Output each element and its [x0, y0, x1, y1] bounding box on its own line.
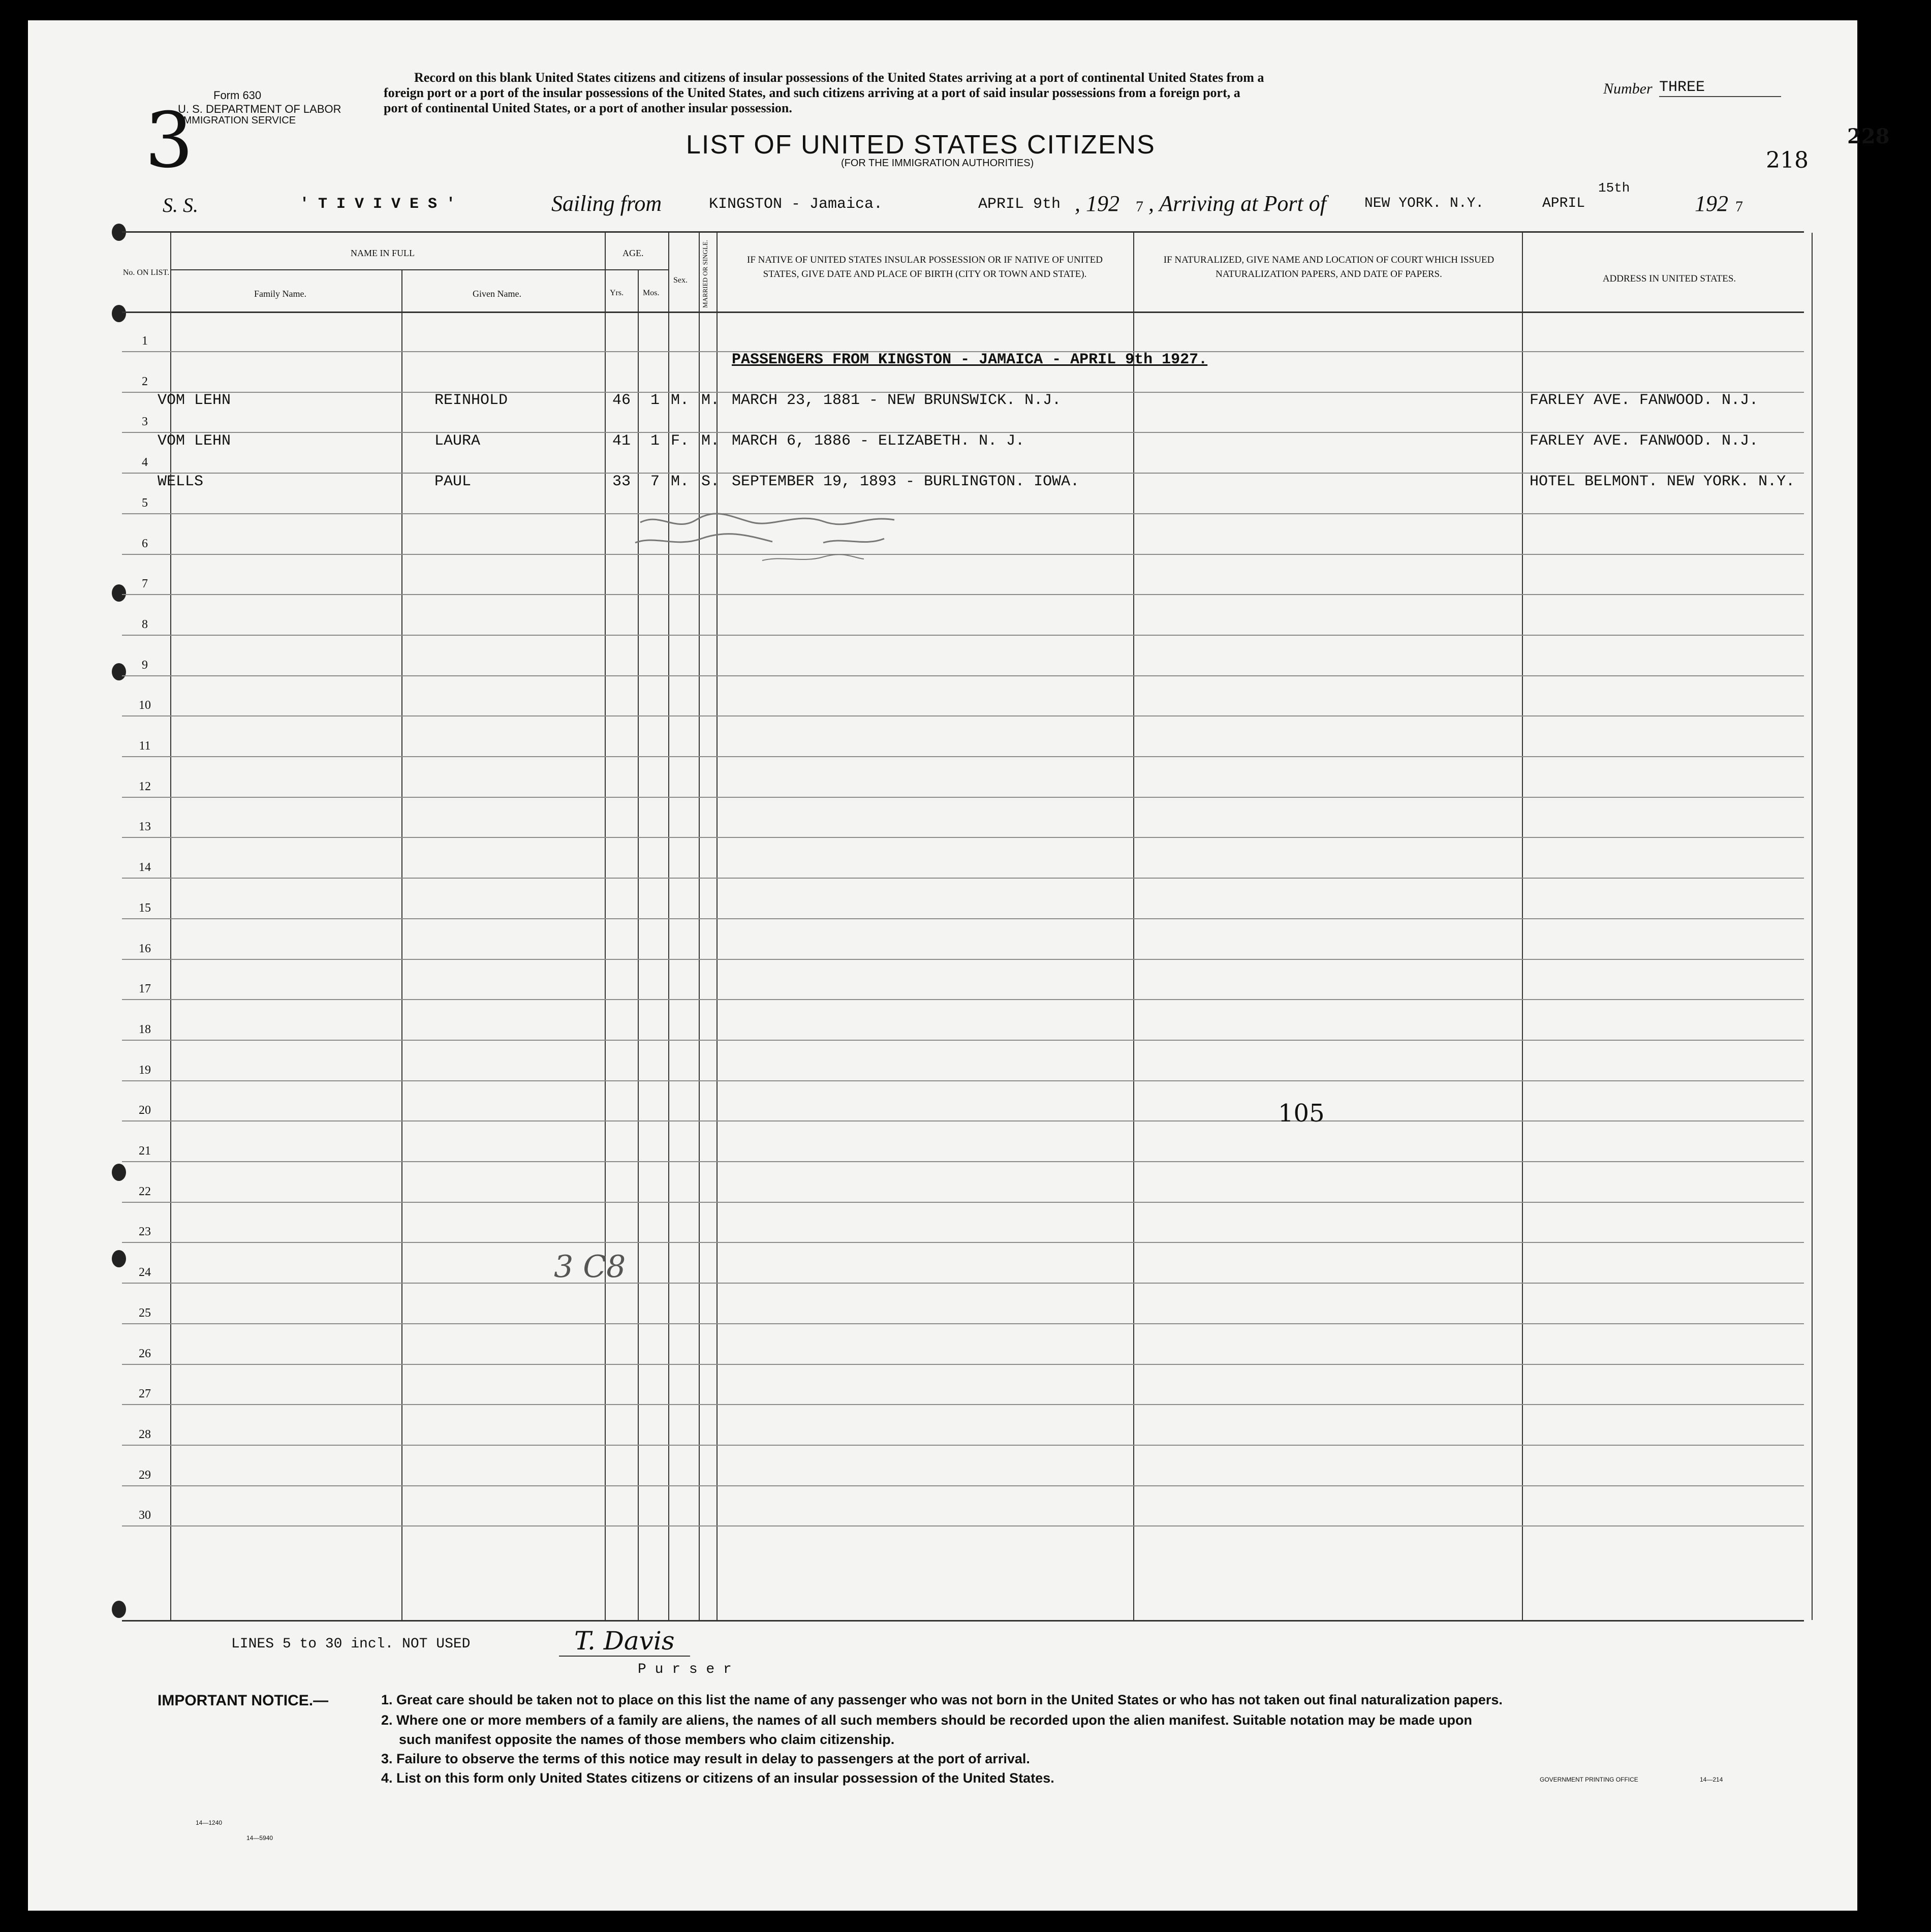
- col-no-on-list: No. ON LIST.: [122, 268, 170, 277]
- line-number: 26: [139, 1347, 151, 1360]
- address: FARLEY AVE. FANWOOD. N.J.: [1530, 392, 1759, 409]
- sailing-date: APRIL 9th: [978, 196, 1061, 213]
- row-divider: [122, 756, 1804, 757]
- age-months: 1: [650, 432, 660, 450]
- line-number: 8: [142, 617, 148, 631]
- row-divider: [122, 1283, 1804, 1284]
- arriving-label: , Arriving at Port of: [1148, 191, 1326, 216]
- row-divider: [122, 1364, 1804, 1365]
- header-divider: [122, 311, 1804, 313]
- given-name: REINHOLD: [434, 392, 508, 409]
- row-divider: [122, 797, 1804, 798]
- ship-name: ' T I V I V E S ': [300, 196, 456, 213]
- line-number: 2: [142, 375, 148, 388]
- column-divider: [605, 233, 606, 1620]
- family-name: VOM LEHN: [158, 432, 231, 450]
- printing-office: GOVERNMENT PRINTING OFFICE: [1540, 1776, 1638, 1783]
- family-name: VOM LEHN: [158, 392, 231, 409]
- col-yrs: Yrs.: [610, 289, 624, 297]
- line-number: 27: [139, 1387, 151, 1401]
- age-subheader-divider: [605, 269, 668, 270]
- line-number: 30: [139, 1509, 151, 1522]
- form-code-3: 14—5940: [246, 1834, 273, 1842]
- manifest-table: [122, 231, 1804, 1622]
- line-number: 5: [142, 496, 148, 510]
- notice-2b: such manifest opposite the names of those members who claim citizenship.: [399, 1732, 895, 1747]
- row-divider: [122, 1242, 1804, 1243]
- line-number: 10: [139, 699, 151, 712]
- row-divider: [122, 878, 1804, 879]
- row-divider: [122, 918, 1804, 919]
- row-divider: [122, 513, 1804, 514]
- line-number: 17: [139, 982, 151, 996]
- column-divider: [401, 269, 402, 1620]
- manifest-page: [28, 20, 1890, 1911]
- arriving-port: NEW YORK. N.Y.: [1364, 196, 1484, 211]
- page-number: 218: [1766, 147, 1809, 173]
- marital-status: S.: [701, 473, 720, 490]
- line-number: 1: [142, 334, 148, 348]
- line-number: 23: [139, 1225, 151, 1239]
- arriving-year-digit: 7: [1735, 198, 1743, 215]
- age-months: 1: [650, 392, 660, 409]
- row-divider: [122, 594, 1804, 595]
- line-number: 15: [139, 901, 151, 915]
- line-number: 19: [139, 1063, 151, 1077]
- lines-not-used: LINES 5 to 30 incl. NOT USED: [231, 1636, 471, 1652]
- notice-2a: 2. Where one or more members of a family are aliens, the names of all such members should be recorded upon the alien manifest. Suitable notation may be made upon: [381, 1712, 1473, 1728]
- birth-info: MARCH 6, 1886 - ELIZABETH. N. J.: [732, 432, 1025, 450]
- page-title: LIST OF UNITED STATES CITIZENS: [686, 130, 1156, 160]
- birth-info: MARCH 23, 1881 - NEW BRUNSWICK. N.J.: [732, 392, 1062, 409]
- service: IMMIGRATION SERVICE: [180, 115, 296, 126]
- arriving-month: APRIL: [1542, 196, 1585, 211]
- sex: M.: [671, 473, 690, 490]
- col-given-name: Given Name.: [473, 289, 521, 299]
- line-number: 7: [142, 577, 148, 591]
- row-divider: [122, 999, 1804, 1000]
- side-number: 228: [1847, 124, 1890, 148]
- col-married-single: MARRIED OR SINGLE.: [701, 240, 709, 308]
- line-number: 13: [139, 820, 151, 834]
- column-divider: [1522, 233, 1523, 1620]
- family-name: WELLS: [158, 473, 204, 490]
- notice-4: 4. List on this form only United States citizens or citizens of an insular possession of the United States.: [381, 1770, 1054, 1786]
- instructions-line-1: Record on this blank United States citizens and citizens of insular possessions of the United States arriving at a port of continental United States from a: [414, 70, 1264, 85]
- column-divider: [668, 233, 669, 1620]
- line-number: 16: [139, 942, 151, 955]
- row-divider: [122, 635, 1804, 636]
- col-naturalized-info: IF NATURALIZED, GIVE NAME AND LOCATION OF COURT WHICH ISSUED NATURALIZATION PAPERS, AND DATE OF PAPERS.: [1163, 255, 1494, 279]
- birth-info: SEPTEMBER 19, 1893 - BURLINGTON. IOWA.: [732, 473, 1080, 490]
- age-years: 33: [612, 473, 631, 490]
- line-number: 18: [139, 1022, 151, 1036]
- col-sex: Sex.: [673, 276, 688, 285]
- line-number: 9: [142, 658, 148, 672]
- form-code-1: 14—214: [1700, 1776, 1723, 1783]
- instructions-line-2: foreign port or a port of the insular possessions of the United States, and such citizens arriving at a port of said insular possessions from a foreign port, a: [384, 85, 1240, 100]
- age-months: 7: [650, 473, 660, 490]
- row-divider: [122, 959, 1804, 960]
- age-years: 41: [612, 432, 631, 450]
- row-divider: [122, 1485, 1804, 1486]
- age-years: 46: [612, 392, 631, 409]
- marital-status: M.: [701, 392, 720, 409]
- handwritten-note: 3 C8: [554, 1249, 626, 1285]
- column-divider: [699, 233, 700, 1620]
- col-name-in-full: NAME IN FULL: [351, 248, 415, 258]
- column-divider: [1133, 233, 1134, 1620]
- line-number: 24: [139, 1266, 151, 1280]
- row-divider: [122, 554, 1804, 555]
- row-divider: [122, 1040, 1804, 1041]
- handwritten-scribble: [630, 507, 955, 568]
- row-divider: [122, 1161, 1804, 1162]
- line-number: 29: [139, 1468, 151, 1482]
- col-family-name: Family Name.: [254, 289, 306, 299]
- instructions-line-3: port of continental United States, or a port of another insular possession.: [384, 101, 792, 115]
- department: U. S. DEPARTMENT OF LABOR: [178, 103, 341, 115]
- given-name: LAURA: [434, 432, 481, 450]
- col-mos: Mos.: [643, 289, 660, 297]
- line-number: 3: [142, 415, 148, 429]
- line-number: 12: [139, 780, 151, 793]
- given-name: PAUL: [434, 473, 472, 490]
- notice-1: 1. Great care should be taken not to place on this list the name of any passenger who was not born in the United States or who has not taken out final naturalization papers.: [381, 1692, 1503, 1707]
- col-birth-info: IF NATIVE OF UNITED STATES INSULAR POSSESSION OR IF NATIVE OF UNITED STATES, GIVE DATE AND PLACE OF BIRTH (CITY OR TOWN AND STATE).: [747, 255, 1103, 279]
- address: HOTEL BELMONT. NEW YORK. N.Y.: [1530, 473, 1795, 490]
- handwritten-mark: 3: [145, 97, 194, 185]
- number-value: THREE: [1659, 79, 1781, 97]
- number-label: Number: [1603, 80, 1653, 97]
- row-divider: [122, 1445, 1804, 1446]
- column-divider: [1812, 233, 1813, 1620]
- line-number: 11: [139, 739, 151, 753]
- row-divider: [122, 837, 1804, 838]
- column-divider: [638, 269, 639, 1620]
- sailing-year-prefix: , 192: [1075, 191, 1119, 216]
- ss-label: S. S.: [163, 194, 198, 216]
- sailing-from-value: KINGSTON - Jamaica.: [709, 196, 883, 213]
- row-divider: [122, 1120, 1804, 1121]
- passengers-header-text: PASSENGERS FROM KINGSTON - JAMAICA - APRIL 9th 1927.: [732, 351, 1208, 368]
- row-divider: [122, 1080, 1804, 1081]
- line-number: 14: [139, 861, 151, 875]
- page-subtitle: (FOR THE IMMIGRATION AUTHORITIES): [841, 158, 1034, 169]
- sex: F.: [671, 432, 690, 450]
- line-number: 6: [142, 537, 148, 550]
- purser-label: P u r s e r: [638, 1662, 732, 1677]
- line-number: 21: [139, 1144, 151, 1158]
- name-subheader-divider: [170, 269, 605, 270]
- line-number: 20: [139, 1104, 151, 1117]
- row-divider: [122, 1323, 1804, 1324]
- row-divider: [122, 1404, 1804, 1405]
- col-address: ADDRESS IN UNITED STATES.: [1602, 273, 1736, 284]
- stamp-number: 105: [1278, 1099, 1325, 1128]
- form-number: Form 630: [213, 89, 262, 102]
- notice-label: IMPORTANT NOTICE.—: [158, 1692, 329, 1709]
- purser-signature: T. Davis: [559, 1626, 690, 1657]
- row-divider: [122, 1525, 1804, 1526]
- arriving-year-prefix: 192: [1695, 191, 1728, 216]
- arriving-day: 15th: [1598, 180, 1630, 196]
- row-divider: [122, 1202, 1804, 1203]
- col-age: AGE.: [622, 248, 644, 258]
- line-number: 25: [139, 1306, 151, 1320]
- row-divider: [122, 675, 1804, 676]
- line-number: 4: [142, 456, 148, 470]
- form-code-2: 14—1240: [196, 1819, 223, 1826]
- marital-status: M.: [701, 432, 720, 450]
- line-number: 28: [139, 1427, 151, 1441]
- sex: M.: [671, 392, 690, 409]
- address: FARLEY AVE. FANWOOD. N.J.: [1530, 432, 1759, 450]
- sailing-from-label: Sailing from: [551, 191, 662, 216]
- line-number: 22: [139, 1185, 151, 1198]
- sailing-year-digit: 7: [1136, 198, 1143, 215]
- notice-3: 3. Failure to observe the terms of this notice may result in delay to passengers at the port of arrival.: [381, 1751, 1030, 1766]
- row-divider: [122, 715, 1804, 716]
